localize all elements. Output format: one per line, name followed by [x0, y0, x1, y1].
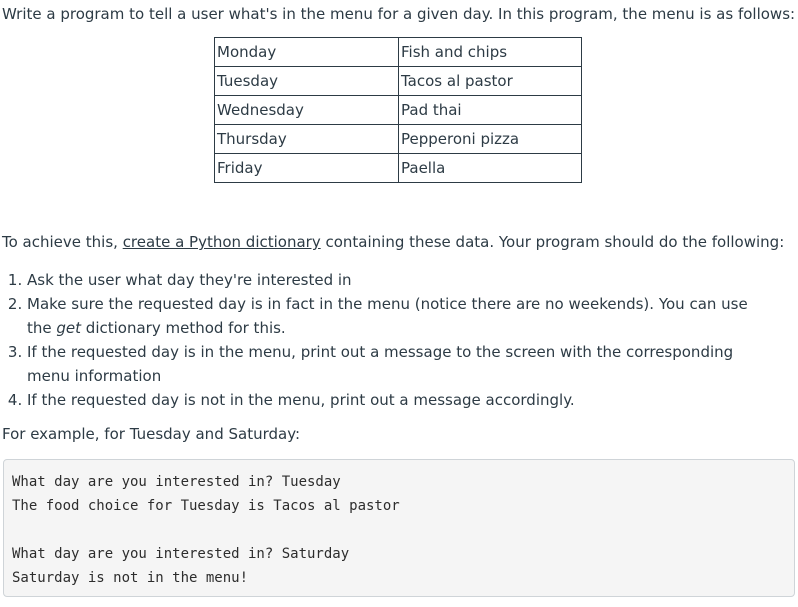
food-cell: Tacos al pastor	[399, 67, 582, 96]
step-text: Ask the user what day they're interested in	[27, 271, 352, 289]
table-row	[215, 96, 582, 125]
food-cell: Pepperoni pizza	[399, 125, 582, 154]
step-text: If the requested day is in the menu, print out a message to the screen with the corresponding menu information	[27, 343, 734, 385]
code-line: What day are you interested in? Saturday	[12, 546, 350, 562]
step-text: Make sure the requested day is in fact in the menu (notice there are no weekends). You can use the	[27, 295, 748, 337]
list-item	[27, 388, 772, 412]
food-cell: Pad thai	[399, 96, 582, 125]
code-line: Saturday is not in the menu!	[12, 570, 249, 586]
instructions-text-after: containing these data. Your program should do the following:	[320, 233, 785, 251]
list-item	[27, 340, 772, 388]
python-dictionary-link[interactable]: create a Python dictionary	[122, 233, 321, 251]
day-cell: Thursday	[215, 125, 399, 154]
table-row	[215, 38, 582, 67]
code-line: What day are you interested in? Tuesday	[12, 474, 341, 490]
example-intro: For example, for Tuesday and Saturday:	[2, 425, 301, 443]
instructions-text-before: To achieve this,	[2, 233, 123, 251]
steps-list	[0, 268, 772, 412]
list-item	[27, 292, 772, 340]
table-row	[215, 67, 582, 96]
menu-table	[214, 37, 582, 183]
instructions-paragraph	[2, 232, 784, 252]
day-cell: Friday	[215, 154, 399, 183]
intro-paragraph: Write a program to tell a user what's in the menu for a given day. In this program, the menu is as follows:	[2, 5, 796, 23]
code-line: The food choice for Tuesday is Tacos al pastor	[12, 498, 400, 514]
table-row	[215, 125, 582, 154]
code-line	[12, 518, 786, 542]
day-cell: Tuesday	[215, 67, 399, 96]
day-cell: Wednesday	[215, 96, 399, 125]
day-cell: Monday	[215, 38, 399, 67]
get-method-emphasis: get	[56, 319, 82, 337]
step-text: If the requested day is not in the menu, print out a message accordingly.	[27, 391, 575, 409]
step-text-after: dictionary method for this.	[81, 319, 286, 337]
food-cell: Fish and chips	[399, 38, 582, 67]
code-block	[3, 459, 795, 597]
food-cell: Paella	[399, 154, 582, 183]
table-row	[215, 154, 582, 183]
list-item	[27, 268, 772, 292]
